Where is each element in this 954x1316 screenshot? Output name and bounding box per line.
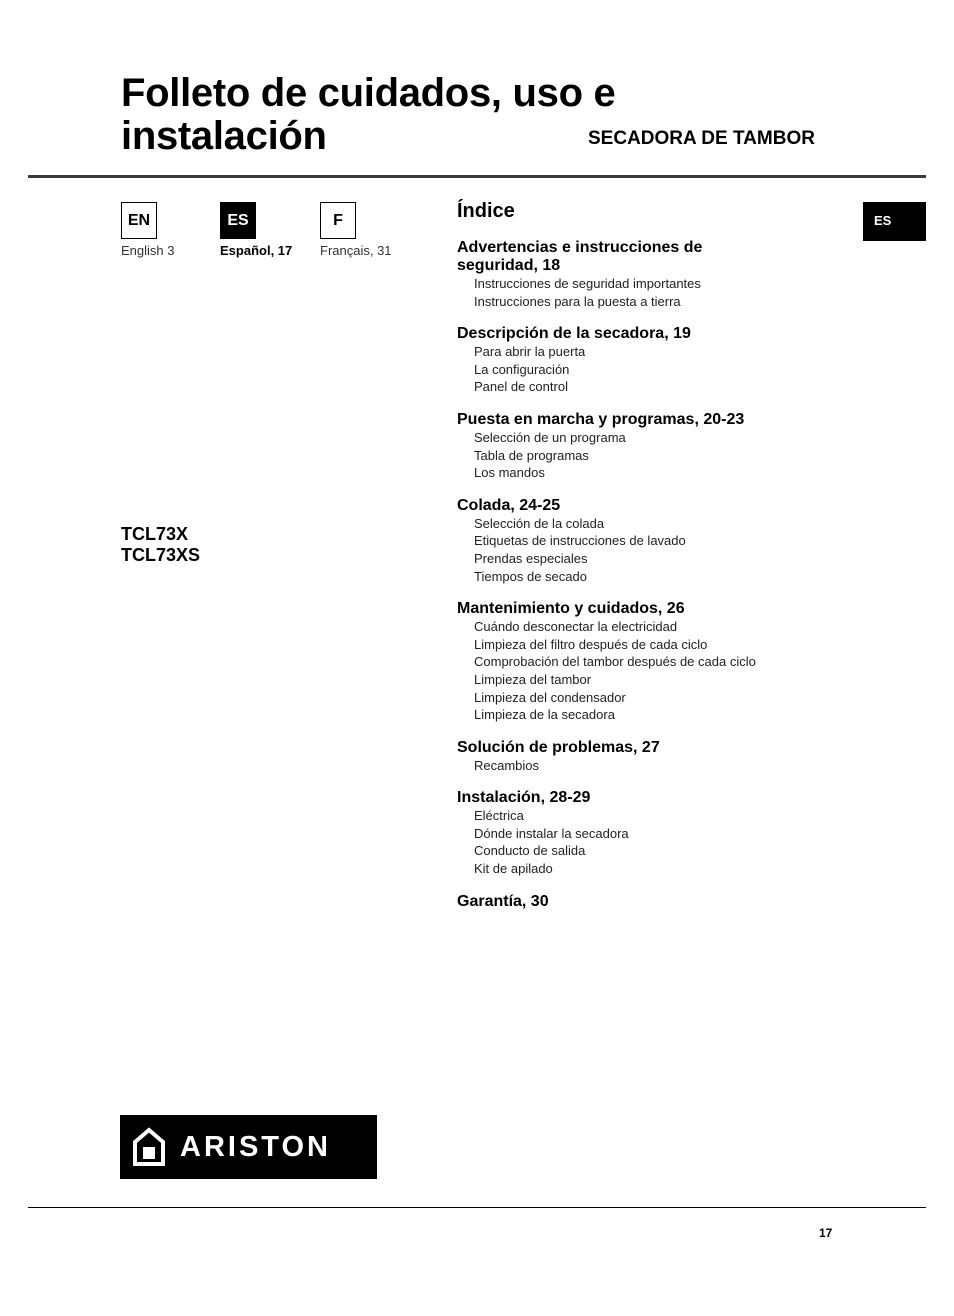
toc-item: Dónde instalar la secadora: [474, 825, 629, 841]
toc-section-title-line: Garantía, 30: [457, 892, 549, 910]
toc-section-title: [457, 789, 817, 807]
toc-section-title: [457, 497, 817, 515]
table-of-contents: [457, 239, 817, 926]
toc-item: Selección de la colada: [474, 515, 605, 531]
toc-item: Cuándo desconectar la electricidad: [474, 619, 678, 635]
toc-item: Tabla de programas: [474, 447, 589, 463]
toc-section: [457, 739, 817, 775]
toc-section-title-line: Mantenimiento y cuidados, 26: [457, 600, 685, 618]
model-list: [121, 524, 200, 566]
toc-section-title-line: Colada, 24-25: [457, 496, 561, 514]
toc-item-list: [457, 515, 817, 585]
toc-section-title-line: Descripción de la secadora, 19: [457, 325, 691, 343]
toc-item: Eléctrica: [474, 808, 524, 824]
toc-item: Para abrir la puerta: [474, 344, 586, 360]
title-line-1: Folleto de cuidados, uso e: [121, 71, 616, 115]
language-code-f: F: [320, 202, 356, 239]
toc-item-list: [457, 757, 817, 775]
toc-item: Instrucciones para la puesta a tierra: [474, 293, 681, 309]
toc-section-title-line: Puesta en marcha y programas, 20-23: [457, 410, 745, 428]
toc-item: Kit de apilado: [474, 861, 553, 877]
toc-item-list: [457, 807, 817, 877]
title-line-2: instalación: [121, 114, 327, 158]
toc-section: [457, 789, 817, 877]
toc-item: Limpieza del condensador: [474, 689, 626, 705]
toc-item-list: [457, 618, 817, 724]
model-name: TCL73X: [121, 524, 189, 544]
toc-section-title-line: Advertencias e instrucciones de: [457, 239, 703, 256]
toc-section: [457, 239, 817, 310]
toc-item: Limpieza del tambor: [474, 671, 592, 687]
toc-section-title: [457, 411, 817, 429]
toc-section: [457, 497, 817, 585]
language-en[interactable]: [121, 202, 175, 258]
brand-name: ARISTON: [180, 1130, 331, 1163]
toc-section: [457, 893, 817, 911]
toc-item: Comprobación del tambor después de cada ciclo: [474, 654, 756, 670]
toc-item: Instrucciones de seguridad importantes: [474, 276, 701, 291]
toc-item: Limpieza de la secadora: [474, 707, 615, 723]
language-code-en: EN: [121, 202, 157, 239]
language-label-en: English 3: [121, 243, 175, 258]
toc-section-title: [457, 739, 817, 757]
toc-item: Prendas especiales: [474, 550, 588, 566]
toc-item-list: [457, 429, 817, 482]
toc-item: Panel de control: [474, 379, 568, 395]
page-number: 17: [819, 1226, 833, 1240]
toc-section: [457, 325, 817, 396]
toc-section-title-line: Solución de problemas, 27: [457, 738, 660, 756]
toc-item: Conducto de salida: [474, 843, 586, 859]
language-es[interactable]: [220, 202, 293, 258]
product-subtitle: SECADORA DE TAMBOR: [588, 128, 815, 149]
toc-item: Etiquetas de instrucciones de lavado: [474, 533, 686, 549]
toc-section-title: [457, 600, 817, 618]
language-code-es: ES: [220, 202, 256, 239]
toc-item: Tiempos de secado: [474, 568, 587, 584]
top-divider: [28, 175, 926, 178]
toc-item: Recambios: [474, 757, 540, 773]
toc-section-title: [457, 325, 817, 343]
language-label-es: Español, 17: [220, 243, 293, 258]
toc-item: La configuración: [474, 361, 570, 377]
language-f[interactable]: [320, 202, 392, 258]
page-title: [121, 72, 616, 158]
language-side-tab: ES: [863, 202, 926, 241]
toc-section-title: [457, 893, 817, 911]
ariston-logo: [120, 1115, 377, 1179]
toc-section-title-line: seguridad, 18: [457, 257, 561, 274]
toc-item-list: [457, 275, 817, 310]
bottom-divider: [28, 1207, 926, 1208]
toc-item: Limpieza del filtro después de cada ciclo: [474, 636, 708, 652]
toc-item: Selección de un programa: [474, 429, 626, 445]
index-heading: Índice: [457, 200, 515, 222]
toc-section: [457, 600, 817, 724]
language-label-f: Français, 31: [320, 243, 392, 258]
toc-section-title: [457, 239, 817, 275]
model-name: TCL73XS: [121, 545, 201, 565]
toc-section: [457, 411, 817, 482]
house-logo-icon: [132, 1127, 166, 1167]
toc-section-title-line: Instalación, 28-29: [457, 789, 591, 807]
toc-item: Los mandos: [474, 465, 545, 481]
toc-item-list: [457, 343, 817, 396]
